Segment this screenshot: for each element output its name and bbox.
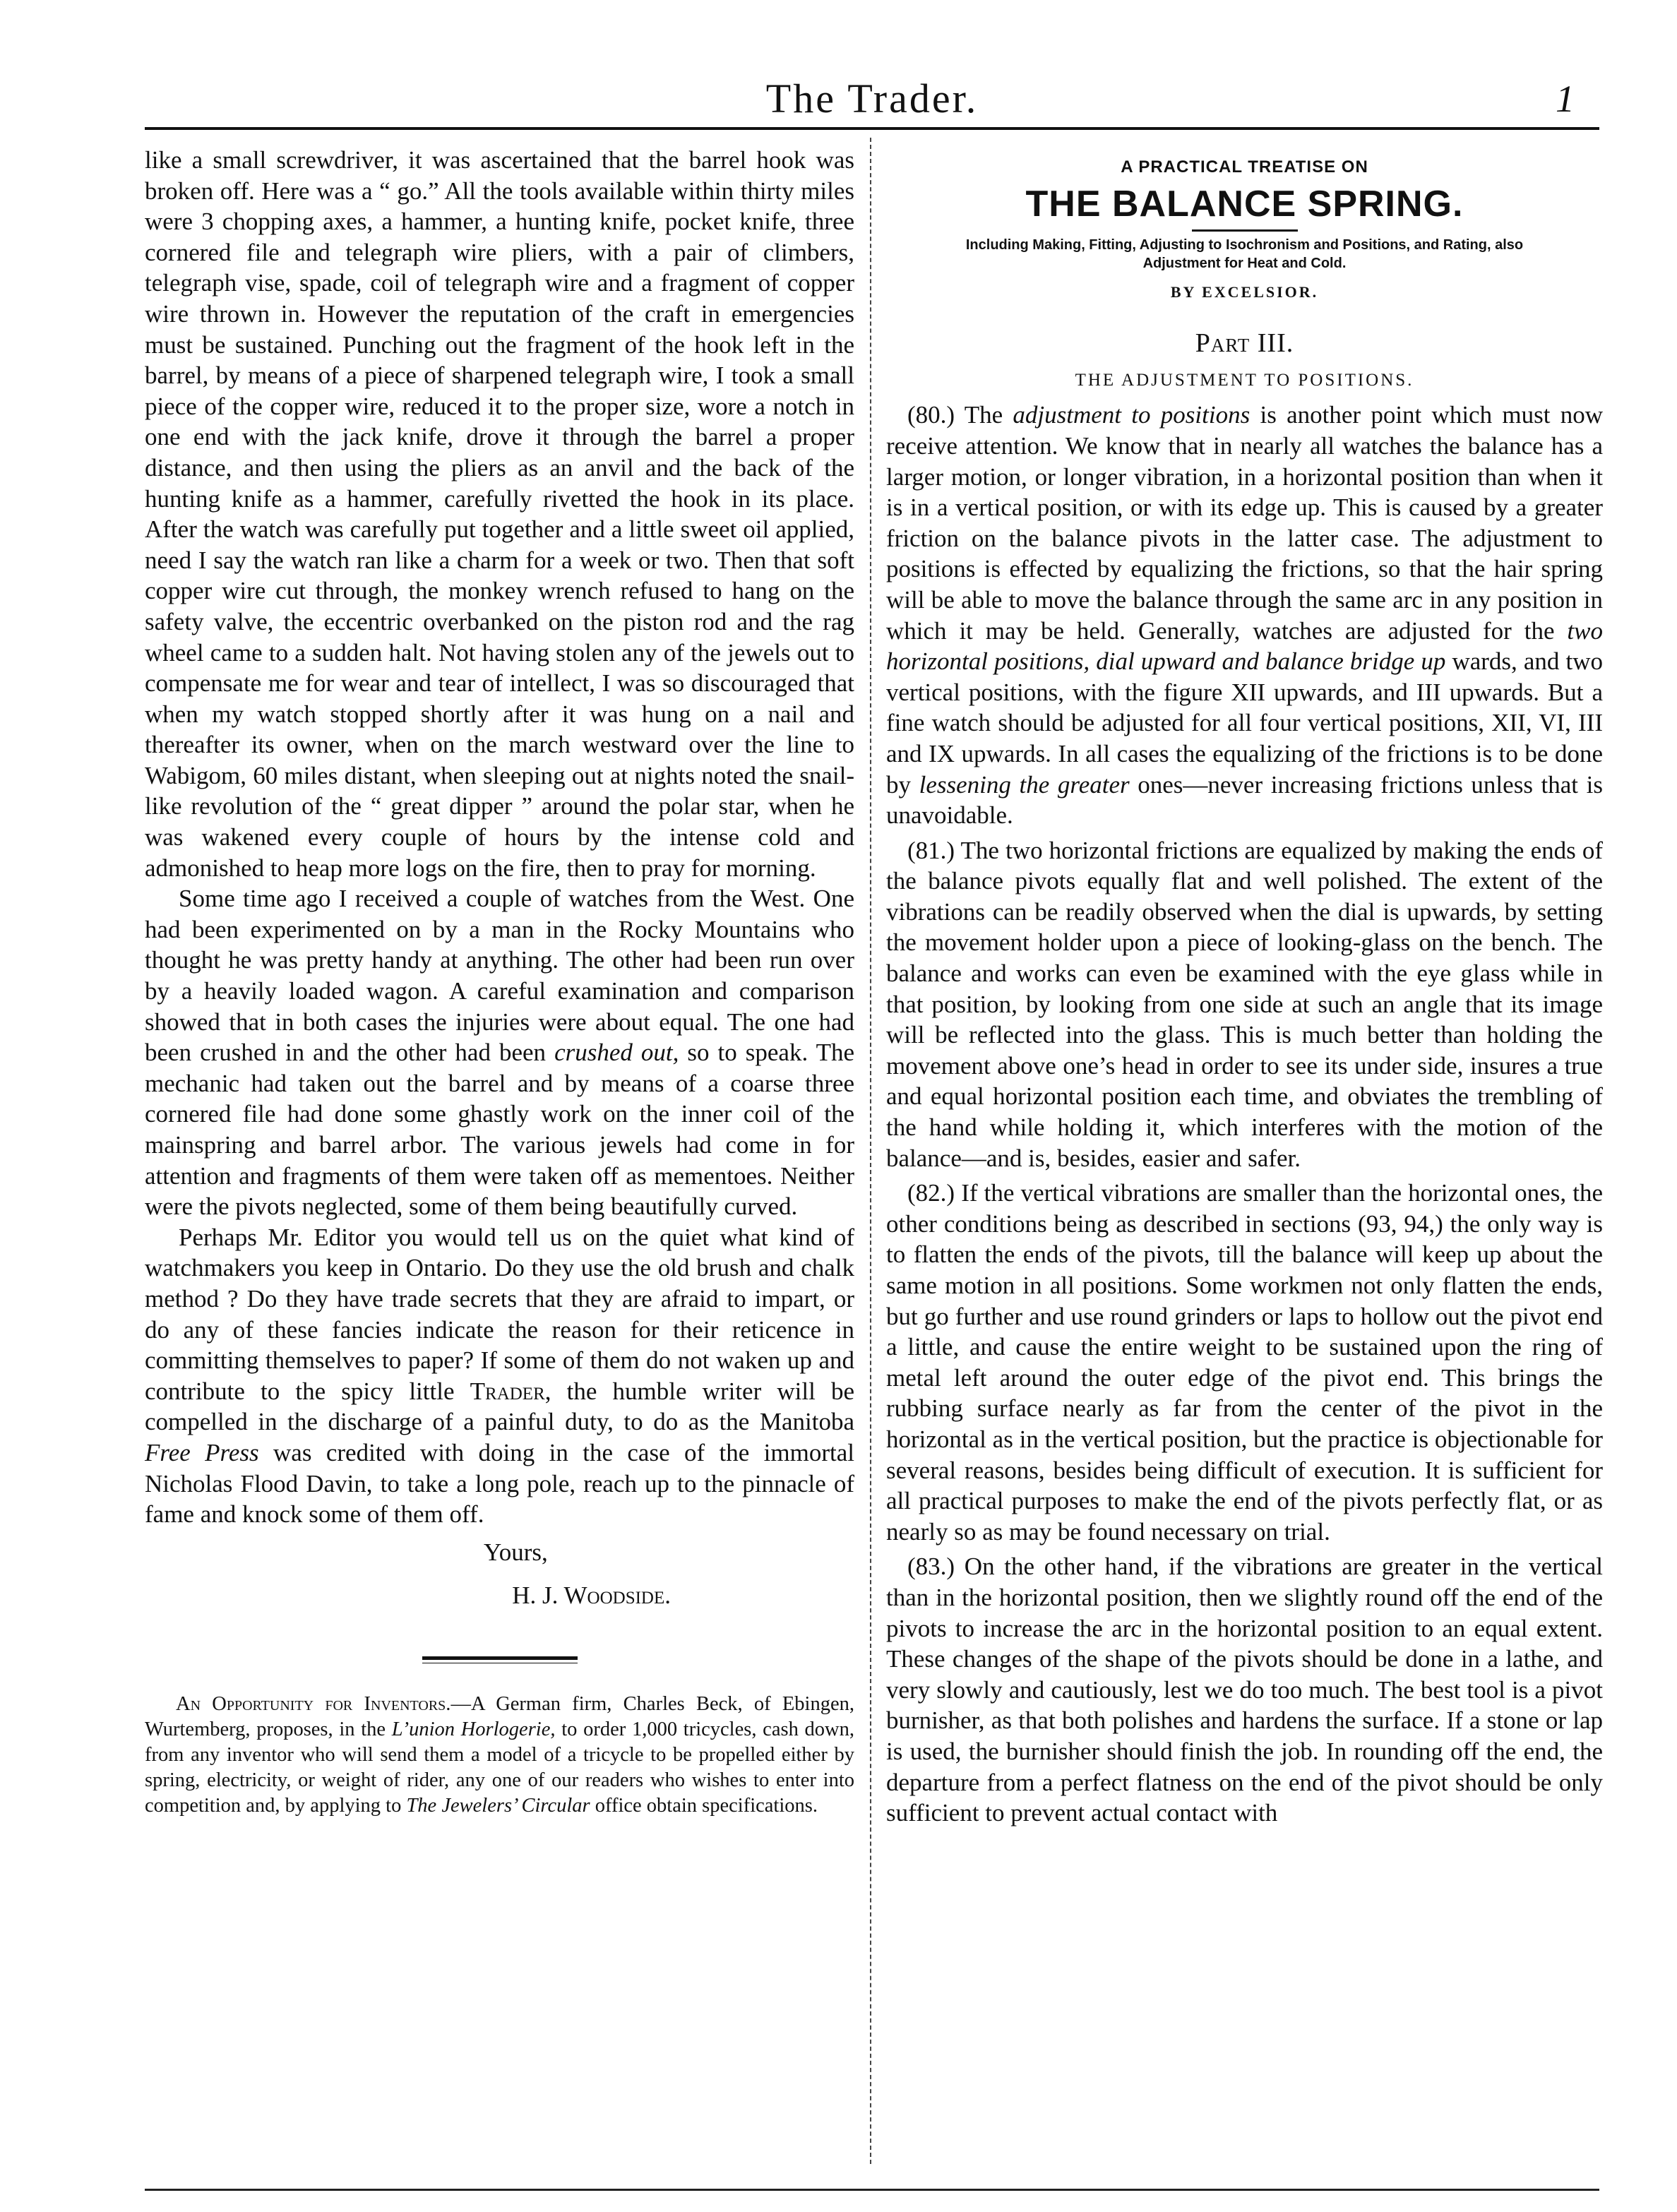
masthead-title: The Trader. (765, 76, 979, 121)
section-number: (80.) (907, 401, 955, 429)
treatise-byline: BY EXCELSIOR. (1170, 282, 1319, 301)
part-heading: Part III. (1195, 328, 1294, 359)
text-run: to order 1,000 tricycles, cash down, from any inventor who will send them a model of a tricycle to be propelled either by spring, electricity, or weight of rider, any one of our readers who wishes to enter into competition and, by applying to (145, 1718, 854, 1817)
letter-paragraph-3 (145, 1222, 854, 1530)
title-rule (1192, 229, 1298, 232)
letter-paragraph-1: like a small screwdriver, it was ascertained that the barrel hook was broken off. Here was a “ go.” All the tools available within thirty miles were 3 chopping axes, a hammer, a hunting knife, pocket knife, three cornered file and telegraph wire pliers, with a pair of climbers, telegraph vise, spade, coil of telegraph wire and a fragment of copper wire thrown in. However the reputation of the craft in emergencies must be sustained. Punching out the fragment of the hook left in the barrel, by means of a piece of sharpened telegraph wire, I took a small piece of the copper wire, reduced it to the proper size, wore a notch in one end with the jack knife, drove it through the barrel a proper distance, and then using the pliers as an anvil and the back of the hunting knife as a hammer, carefully rivetted the hook in its place. After the watch was carefully put together and a little sweet oil applied, need I say the watch ran like a charm for a week or two. Then that soft copper wire cut through, the monkey wrench refused to hang on the safety valve, the eccentric overbanked on the piston rod and the rag wheel came to a sudden halt. Not having stolen any of the jewels out to compensate me for wear and tear of intellect, I was so discouraged that when my watch stopped shortly after it was hung on a nail and thereafter its owner, when on the march westward over the line to Wabigom, 60 miles distant, when sleeping out at nights noted the snail-like revolution of the “ great dipper ” around the polar star, when he was wakened every couple of hours by the intense cold and admonished to heap more logs on the fire, then to pray for morning. (145, 146, 854, 882)
text-run: office obtain specifications. (590, 1794, 818, 1817)
column-divider (870, 138, 871, 2164)
footer-rule (145, 2189, 1599, 2191)
emphasis-run: L’union Horlogerie, (391, 1718, 556, 1740)
treatise-title: THE BALANCE SPRING. (1025, 183, 1464, 225)
section-ornament-rule (422, 1656, 578, 1663)
page-number: 1 (1556, 78, 1575, 120)
text-run: The (955, 401, 1013, 429)
right-column (886, 145, 1603, 1829)
emphasis-run: lessening the greater (919, 770, 1130, 799)
inventors-notice (145, 1692, 854, 1819)
section-heading: THE ADJUSTMENT TO POSITIONS. (1075, 370, 1414, 390)
notice-heading: An Opportunity for Inventors. (176, 1692, 451, 1715)
text-run: wards, and two vertical positions, with the figure XII upwards, and III upwards. But a fine watch should be adjusted for all four vertical positions, XII, VI, III and IX upwards. In all cases the equalizing of the frictions is to be done by (886, 647, 1603, 799)
emphasis-run: adjustment to positions (1013, 401, 1251, 429)
emphasis-run: crushed out, (554, 1039, 679, 1067)
text-run: Perhaps Mr. Editor you would tell us on the quiet what kind of watchmakers you keep in Ontario. Do they use the old brush and chalk method ? Do they have trade secrets that they are afraid to impart, or do any of these fancies indicate the reason for their reticence in committing themselves to paper? If some of them do not waken up and contribute to the spicy little (145, 1223, 854, 1405)
emphasis-run: Free Press (145, 1438, 259, 1466)
section-80 (886, 400, 1603, 830)
section-83: (83.) On the other hand, if the vibrations are greater in the vertical than in the horizontal position, then we slightly round off the end of the pivots to increase the arc in the horizontal position to an equal extent. These changes of the shape of the pivots should be done in a lathe, and very slowly and cautiously, lest we do too much. The best tool is a pivot burnisher, as that both polishes and hardens the surface. If a stone or lap is used, the burnisher should finish the job. In rounding off the end, the departure from a perfect flatness on the end of the pivot should be only sufficient to prevent actual contact with (886, 1553, 1603, 1827)
header-rule (145, 127, 1599, 130)
treatise-pre-title: A PRACTICAL TREATISE ON (1121, 157, 1368, 177)
page-header (145, 78, 1599, 120)
closing-salutation: Yours, (484, 1538, 548, 1566)
text-run: is another point which must now receive attention. We know that in nearly all watches the balance has a larger motion, or longer vibration, in a horizontal position than when it is in a vertical position, or with its edge up. This is caused by a greater friction on the balance pivots in the latter case. The adjustment to positions is effected by equalizing the frictions, so that the hair spring will be able to move the balance through the same arc in any position in which it may be held. Generally, watches are adjusted for the (886, 401, 1603, 645)
text-run: Some time ago I received a couple of watches from the West. One had been experimented on by a man in the Rocky Mountains who thought he was pretty handy at anything. The other had been run over by a heavily loaded wagon. A careful examination and comparison showed that in both cases the injuries were about equal. The one had been crushed in and the other had been (145, 885, 854, 1067)
text-run: —A German firm, Charles Beck, of Ebingen, Wurtemberg, proposes, in the (145, 1692, 854, 1740)
section-81: (81.) The two horizontal frictions are equalized by making the ends of the balance pivots equally flat and well polished. The extent of the vibrations can be readily observed when the dial is upwards, by setting the movement holder upon a piece of looking-glass on the bench. The balance and works can even be examined with the eye glass while in that position, by looking from one side at such an angle that its image will be reflected into the glass. This is much better than holding the movement above one’s head in order to see its under side, insures a true and equal horizontal position each time, and obviates the trembling of the hand while holding it, which interferes with the motion of the balance—and is, besides, easier and safer. (886, 836, 1603, 1172)
letter-signature: H. J. Woodside. (512, 1582, 671, 1610)
text-run: was credited with doing in the case of the immortal Nicholas Flood Davin, to take a long pole, reach up to the pinnacle of fame and knock some of them off. (145, 1438, 854, 1529)
small-caps-run: Trader (470, 1377, 545, 1405)
text-run: , the humble writer will be compelled in the discharge of a painful duty, to do as the Manitoba (145, 1377, 855, 1436)
letter-paragraph-2 (145, 883, 854, 1222)
section-82: (82.) If the vertical vibrations are smaller than the horizontal ones, the other conditions being as described in sections (93, 94,) the only way is to flatten the ends of the pivots, till the balance will keep up about the same motion in all positions. Some workmen not only flatten the ends, but go further and use round grinders or laps to hollow out the pivot end a little, and cause the entire weight to be sustained upon the ring of metal left around the outer edge of the pivot end. This brings the rubbing surface nearly as far from the center of the pivot in the horizontal as in the vertical position, but the practice is objectionable for several reasons, besides being difficult of execution. It is sufficient for all practical purposes to make the end of the pivots perfectly flat, or as nearly so as may be found necessary on trial. (886, 1179, 1603, 1546)
text-run: so to speak. The mechanic had taken out the barrel and by means of a coarse three cornered file had done some ghastly work on the inner coil of the mainspring and barrel arbor. The various jewels had come in for attention and fragments of them were taken off as mementoes. Neither were the pivots neglected, some of them being beautifully curved. (145, 1039, 854, 1221)
emphasis-run: The Jewelers’ Circular (406, 1794, 590, 1817)
text-run: ones—never increasing frictions unless that is unavoidable. (886, 770, 1603, 830)
emphasis-run: two horizontal positions, dial upward and balance bridge up (886, 616, 1603, 676)
treatise-subtitle: Including Making, Fitting, Adjusting to Isochronism and Positions, and Rating, also Adjustment for Heat and Cold. (965, 237, 1524, 271)
left-column (145, 145, 854, 1819)
